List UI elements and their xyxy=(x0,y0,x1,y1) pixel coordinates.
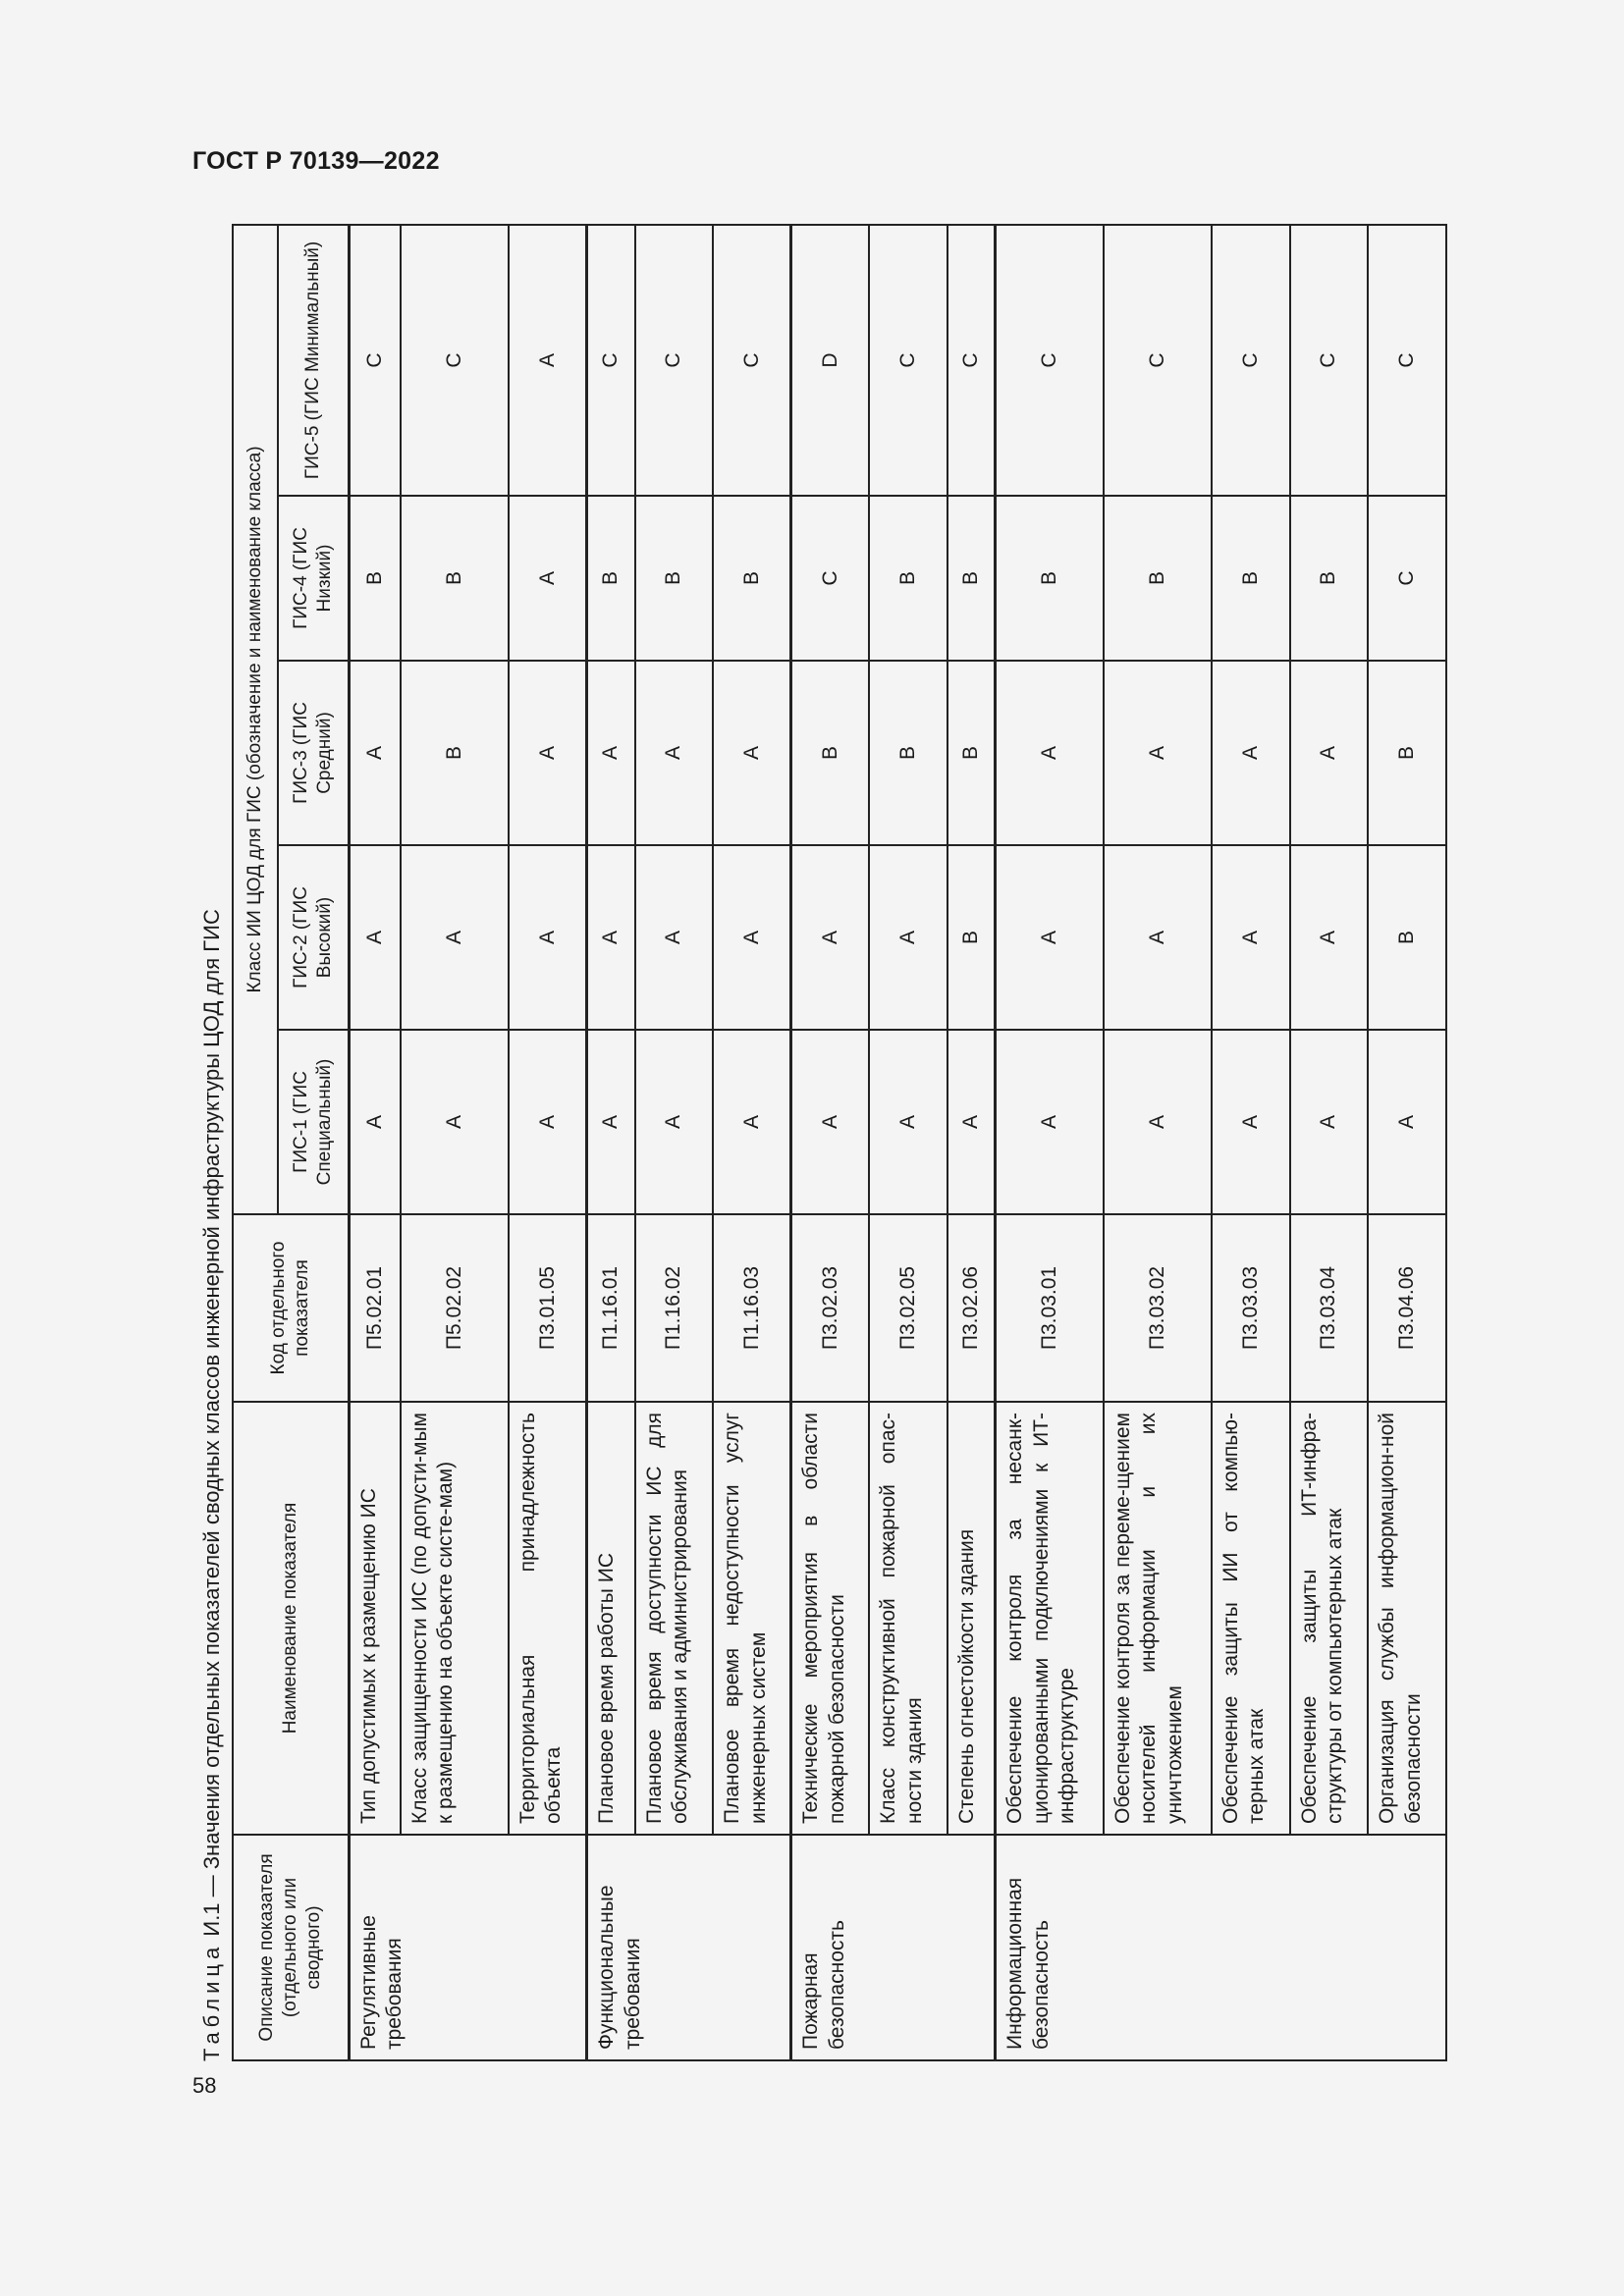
table-caption-text: И.1 — Значения отдельных показателей сводных классов инженерной инфраструктуры ЦОД для ГИС xyxy=(199,909,224,1943)
class-value-5: D xyxy=(791,225,870,496)
class-value-1: А xyxy=(1290,1030,1369,1214)
group-description: Регулятивные требования xyxy=(349,1835,587,2060)
col-header-class-1: ГИС-1 (ГИС Специальный) xyxy=(278,1030,349,1214)
col-header-class-5: ГИС-5 (ГИС Минимальный) xyxy=(278,225,349,496)
class-value-3: А xyxy=(509,661,587,845)
table-row xyxy=(509,225,587,2060)
indicator-code: П3.01.05 xyxy=(509,1214,587,1402)
indicator-name: Территориальная принадлежность объекта xyxy=(509,1402,587,1835)
col-header-class-2: ГИС-2 (ГИС Высокий) xyxy=(278,845,349,1030)
class-value-1: А xyxy=(1212,1030,1290,1214)
class-value-2: А xyxy=(635,845,714,1030)
class-value-2: А xyxy=(869,845,947,1030)
class-value-4: В xyxy=(401,496,509,661)
class-value-5: С xyxy=(996,225,1104,496)
class-value-5: С xyxy=(587,225,635,496)
indicator-code: П3.03.04 xyxy=(1290,1214,1369,1402)
class-value-5: С xyxy=(1212,225,1290,496)
table-row xyxy=(1290,225,1369,2060)
class-value-5: А xyxy=(509,225,587,496)
group-description: Функциональные требования xyxy=(587,1835,791,2060)
indicator-code: П3.02.03 xyxy=(791,1214,870,1402)
indicator-table xyxy=(232,224,1447,2061)
class-value-1: А xyxy=(401,1030,509,1214)
class-value-2: А xyxy=(1104,845,1212,1030)
class-value-3: А xyxy=(635,661,714,845)
class-value-1: А xyxy=(791,1030,870,1214)
table-row xyxy=(1104,225,1212,2060)
class-value-1: А xyxy=(869,1030,947,1214)
class-value-2: В xyxy=(1368,845,1446,1030)
class-value-5: С xyxy=(869,225,947,496)
class-value-3: А xyxy=(349,661,401,845)
class-value-2: А xyxy=(349,845,401,1030)
class-value-4: В xyxy=(869,496,947,661)
class-value-5: С xyxy=(349,225,401,496)
class-value-3: А xyxy=(1104,661,1212,845)
class-value-1: А xyxy=(947,1030,996,1214)
table-row xyxy=(1368,225,1446,2060)
class-value-1: А xyxy=(996,1030,1104,1214)
class-value-3: А xyxy=(713,661,791,845)
indicator-code: П3.03.01 xyxy=(996,1214,1104,1402)
indicator-name: Плановое время работы ИС xyxy=(587,1402,635,1835)
indicator-name: Плановое время доступности ИС для обслуживания и администрирования xyxy=(635,1402,714,1835)
class-value-4: В xyxy=(587,496,635,661)
rotated-table-block xyxy=(192,226,1447,2061)
table-row xyxy=(869,225,947,2060)
class-value-5: С xyxy=(1290,225,1369,496)
class-value-4: В xyxy=(635,496,714,661)
class-value-1: А xyxy=(349,1030,401,1214)
class-value-1: А xyxy=(1104,1030,1212,1214)
col-header-class-3: ГИС-3 (ГИС Средний) xyxy=(278,661,349,845)
class-value-4: В xyxy=(713,496,791,661)
table-row xyxy=(587,225,635,2060)
class-value-2: А xyxy=(509,845,587,1030)
class-value-2: А xyxy=(401,845,509,1030)
indicator-code: П3.04.06 xyxy=(1368,1214,1446,1402)
indicator-name: Степень огнестойкости здания xyxy=(947,1402,996,1835)
class-value-4: В xyxy=(1104,496,1212,661)
class-value-3: А xyxy=(1290,661,1369,845)
class-value-1: А xyxy=(635,1030,714,1214)
indicator-code: П5.02.01 xyxy=(349,1214,401,1402)
document-header: ГОСТ Р 70139—2022 xyxy=(192,147,440,175)
table-row xyxy=(713,225,791,2060)
table-row xyxy=(349,225,401,2060)
indicator-name: Обеспечение контроля за несанк-ционированными подключениями к ИТ-инфраструктуре xyxy=(996,1402,1104,1835)
class-value-2: А xyxy=(587,845,635,1030)
indicator-name: Класс конструктивной пожарной опас-ности здания xyxy=(869,1402,947,1835)
class-value-3: В xyxy=(1368,661,1446,845)
group-description: Пожарная безопасность xyxy=(791,1835,996,2060)
class-value-2: А xyxy=(713,845,791,1030)
class-value-1: А xyxy=(713,1030,791,1214)
indicator-code: П1.16.01 xyxy=(587,1214,635,1402)
class-value-5: С xyxy=(635,225,714,496)
table-caption-prefix: Таблица xyxy=(199,1942,224,2061)
class-value-4: А xyxy=(509,496,587,661)
class-value-4: С xyxy=(791,496,870,661)
class-value-5: С xyxy=(401,225,509,496)
indicator-code: П3.03.02 xyxy=(1104,1214,1212,1402)
class-value-2: А xyxy=(996,845,1104,1030)
class-value-3: А xyxy=(996,661,1104,845)
indicator-code: П3.03.03 xyxy=(1212,1214,1290,1402)
class-value-2: А xyxy=(1290,845,1369,1030)
table-row xyxy=(791,225,870,2060)
class-value-3: В xyxy=(791,661,870,845)
col-header-class-group: Класс ИИ ЦОД для ГИС (обозначение и наименование класса) xyxy=(233,225,278,1214)
table-row xyxy=(996,225,1104,2060)
table-caption xyxy=(192,226,232,2061)
indicator-code: П5.02.02 xyxy=(401,1214,509,1402)
col-header-description: Описание показателя (отдельного или сводного) xyxy=(233,1835,349,2060)
class-value-3: А xyxy=(1212,661,1290,845)
indicator-code: П3.02.05 xyxy=(869,1214,947,1402)
indicator-name: Обеспечение защиты ИТ-инфра-структуры от компьютерных атак xyxy=(1290,1402,1369,1835)
indicator-code: П1.16.03 xyxy=(713,1214,791,1402)
group-description: Информационная безопасность xyxy=(996,1835,1446,2060)
class-value-4: В xyxy=(349,496,401,661)
class-value-1: А xyxy=(587,1030,635,1214)
table-row xyxy=(947,225,996,2060)
class-value-4: В xyxy=(996,496,1104,661)
table-row xyxy=(635,225,714,2060)
table-row xyxy=(401,225,509,2060)
class-value-3: В xyxy=(401,661,509,845)
col-header-name: Наименование показателя xyxy=(233,1402,349,1835)
indicator-name: Плановое время недоступности услуг инженерных систем xyxy=(713,1402,791,1835)
class-value-5: С xyxy=(1368,225,1446,496)
class-value-4: С xyxy=(1368,496,1446,661)
class-value-5: С xyxy=(1104,225,1212,496)
col-header-class-4: ГИС-4 (ГИС Низкий) xyxy=(278,496,349,661)
class-value-4: В xyxy=(1212,496,1290,661)
class-value-3: А xyxy=(587,661,635,845)
indicator-name: Обеспечение защиты ИИ от компью-терных атак xyxy=(1212,1402,1290,1835)
class-value-1: А xyxy=(1368,1030,1446,1214)
page-number: 58 xyxy=(192,2073,217,2098)
class-value-1: А xyxy=(509,1030,587,1214)
class-value-3: В xyxy=(947,661,996,845)
col-header-code: Код отдельного показателя xyxy=(233,1214,349,1402)
indicator-name: Обеспечение контроля за переме-щением носителей информации и их уничтожением xyxy=(1104,1402,1212,1835)
class-value-3: В xyxy=(869,661,947,845)
indicator-code: П3.02.06 xyxy=(947,1214,996,1402)
class-value-5: С xyxy=(713,225,791,496)
class-value-2: А xyxy=(1212,845,1290,1030)
indicator-name: Класс защищенности ИС (по допусти-мым к размещению на объекте систе-мам) xyxy=(401,1402,509,1835)
indicator-name: Тип допустимых к размещению ИС xyxy=(349,1402,401,1835)
class-value-4: В xyxy=(947,496,996,661)
indicator-code: П1.16.02 xyxy=(635,1214,714,1402)
class-value-2: В xyxy=(947,845,996,1030)
indicator-name: Организация службы информацион-ной безопасности xyxy=(1368,1402,1446,1835)
table-row xyxy=(1212,225,1290,2060)
indicator-name: Технические мероприятия в области пожарной безопасности xyxy=(791,1402,870,1835)
class-value-4: В xyxy=(1290,496,1369,661)
class-value-5: С xyxy=(947,225,996,496)
class-value-2: А xyxy=(791,845,870,1030)
